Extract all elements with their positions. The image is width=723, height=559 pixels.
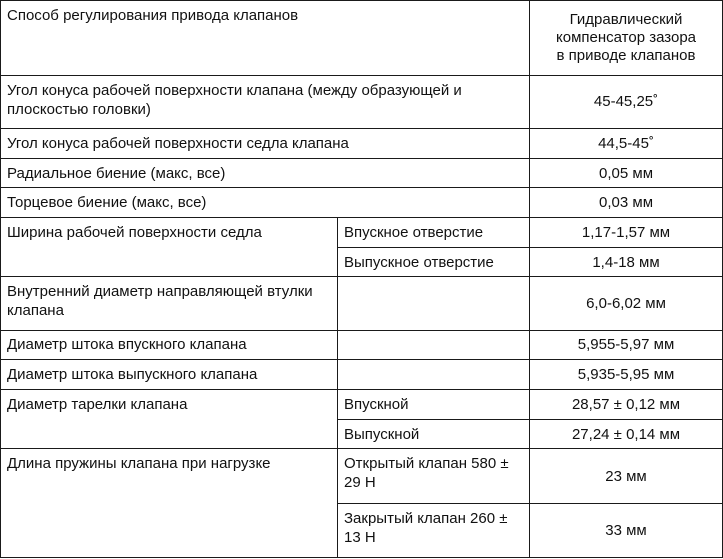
- table-row: [1, 218, 723, 248]
- value-cell: [530, 128, 723, 158]
- value-cell: [530, 503, 723, 557]
- param-cell: [1, 330, 338, 360]
- value-cell: [530, 390, 723, 420]
- param-cell: [1, 188, 530, 218]
- param-label: Длина пружины клапана при нагрузке: [7, 455, 271, 473]
- param-cell: [1, 158, 530, 188]
- value-cell: [530, 419, 723, 449]
- value-text: 0,05 мм: [599, 164, 654, 182]
- table-row: [1, 158, 723, 188]
- subparam-cell: [338, 419, 530, 449]
- param-label: Угол конуса рабочей поверхности седла клапана: [7, 134, 349, 152]
- value-cell: [530, 277, 723, 330]
- table-row: [1, 75, 723, 128]
- empty-cell: [338, 360, 530, 390]
- empty-cell: [338, 330, 530, 360]
- param-cell: [1, 449, 338, 558]
- table-row: [1, 188, 723, 218]
- value-cell: [530, 330, 723, 360]
- value-text: 45-45,25˚: [593, 93, 659, 111]
- param-label: Диаметр штока впускного клапана: [7, 336, 247, 354]
- table-row: [1, 390, 723, 420]
- header-value-cell: [530, 1, 723, 76]
- table-row: [1, 360, 723, 390]
- empty-cell: [338, 277, 530, 330]
- value-text: 5,955-5,97 мм: [577, 336, 675, 354]
- value-cell: [530, 360, 723, 390]
- header-value-line-1: Гидравлический: [569, 10, 683, 28]
- value-text: 6,0-6,02 мм: [586, 295, 666, 313]
- param-cell: [1, 277, 338, 330]
- subparam-label: Выпускное отверстие: [344, 253, 494, 271]
- param-label: Торцевое биение (макс, все): [7, 194, 207, 212]
- table-row: [1, 128, 723, 158]
- value-cell: [530, 218, 723, 248]
- subparam-label: Закрытый клапан 260 ± 13 Н: [344, 509, 508, 546]
- value-cell: [530, 188, 723, 218]
- header-parameter-label: Способ регулирования привода клапанов: [7, 7, 299, 24]
- subparam-cell: [338, 390, 530, 420]
- value-text: 1,4-18 мм: [592, 253, 660, 271]
- value-text: 33 мм: [605, 521, 647, 539]
- table-row: [1, 330, 723, 360]
- param-cell: [1, 360, 338, 390]
- subparam-label: Открытый клапан 580 ± 29 Н: [344, 455, 509, 492]
- value-cell: [530, 75, 723, 128]
- header-value-line-3: в приводе клапанов: [556, 46, 696, 64]
- table-row: [1, 449, 723, 503]
- subparam-cell: [338, 247, 530, 277]
- subparam-label: Выпускной: [344, 425, 420, 443]
- subparam-cell: [338, 503, 530, 557]
- subparam-label: Впускной: [344, 395, 409, 413]
- table-row: [1, 277, 723, 330]
- value-cell: [530, 158, 723, 188]
- param-label: Внутренний диаметр направляющей втулки клапана: [7, 283, 313, 320]
- param-cell: [1, 390, 338, 449]
- value-text: 27,24 ± 0,14 мм: [571, 425, 681, 443]
- value-text: 23 мм: [605, 467, 647, 485]
- value-text: 28,57 ± 0,12 мм: [571, 395, 681, 413]
- value-text: 1,17-1,57 мм: [581, 223, 671, 241]
- subparam-cell: [338, 218, 530, 248]
- subparam-label: Впускное отверстие: [344, 223, 484, 241]
- value-text: 5,935-5,95 мм: [577, 366, 675, 384]
- param-label: Ширина рабочей поверхности седла: [7, 224, 262, 242]
- value-cell: [530, 247, 723, 277]
- param-cell: [1, 218, 338, 277]
- header-parameter-cell: [1, 1, 530, 76]
- value-text: 44,5-45˚: [598, 134, 654, 152]
- param-label: Угол конуса рабочей поверхности клапана (между образующей и плоскостью головки): [7, 81, 462, 118]
- param-cell: [1, 128, 530, 158]
- table-header-row: [1, 1, 723, 76]
- subparam-cell: [338, 449, 530, 503]
- param-label: Диаметр штока выпускного клапана: [7, 366, 258, 384]
- header-value-line-2: компенсатор зазора: [556, 28, 697, 46]
- param-label: Диаметр тарелки клапана: [7, 396, 188, 414]
- value-text: 0,03 мм: [599, 194, 654, 212]
- value-cell: [530, 449, 723, 503]
- param-label: Радиальное биение (макс, все): [7, 164, 226, 182]
- param-cell: [1, 75, 530, 128]
